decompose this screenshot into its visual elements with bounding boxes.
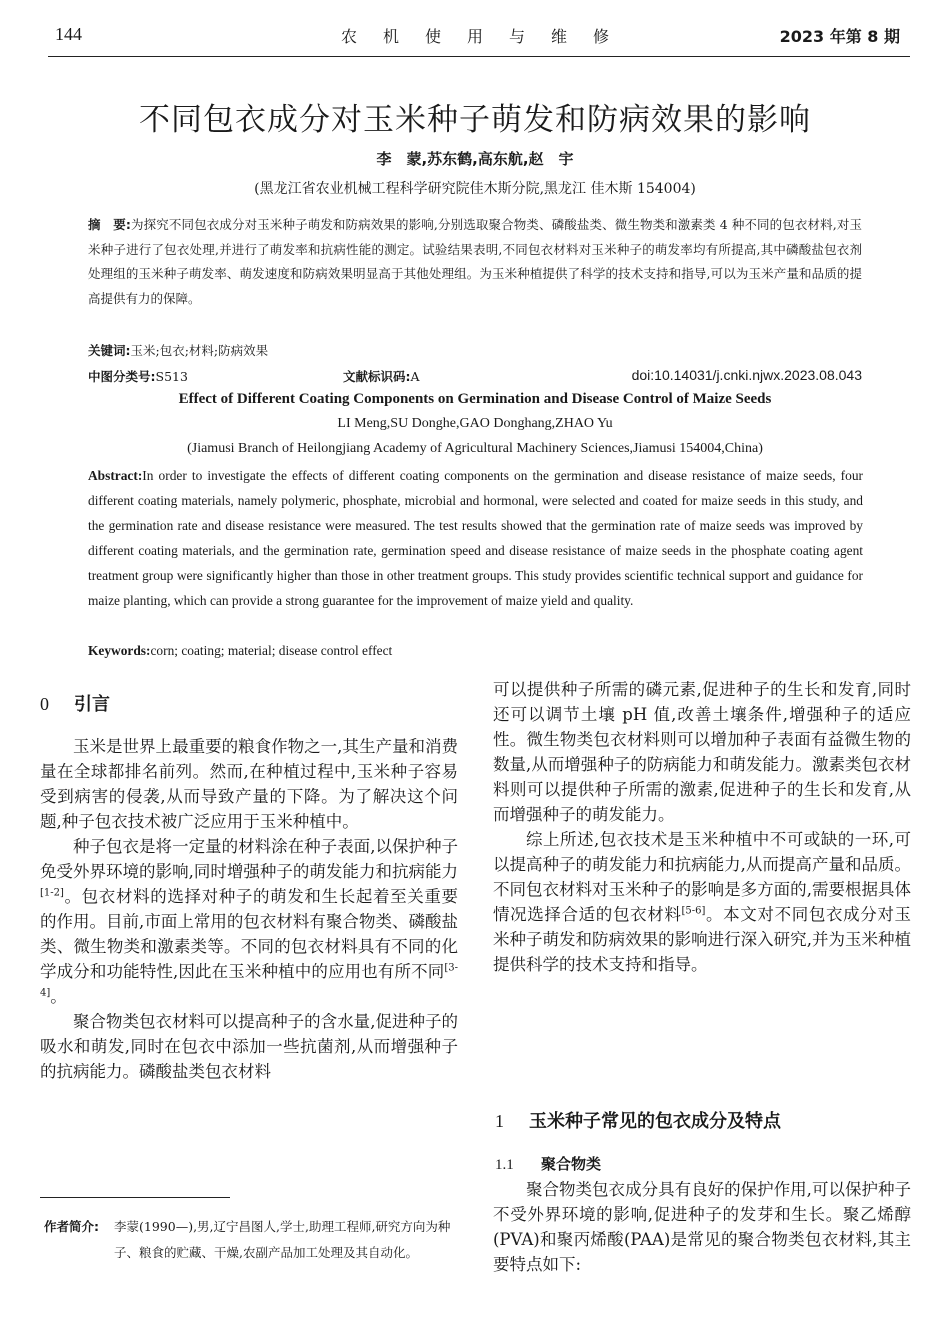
- footnote-rule: [40, 1197, 230, 1198]
- section-1-title: 玉米种子常见的包衣成分及特点: [529, 1111, 781, 1132]
- paragraph: [493, 827, 911, 977]
- abstract-cn-label: 摘 要:: [88, 217, 131, 232]
- footnote-text: 李蒙(1990—),男,辽宁昌图人,学士,助理工程师,研究方向为种子、粮食的贮藏、干燥,农副产品加工处理及其自动化。: [114, 1219, 451, 1260]
- right-column: [493, 677, 911, 977]
- document-code: [343, 367, 420, 385]
- clc-number: [88, 367, 188, 385]
- issue-label: 2023 年第 8 期: [779, 27, 900, 46]
- section-1-1-number: 1.1: [495, 1157, 514, 1173]
- author-footnote: [44, 1214, 462, 1266]
- abstract-cn-text: 为探究不同包衣成分对玉米种子萌发和防病效果的影响,分别选取聚合物类、磷酸盐类、微生物类和激素类 4 种不同的包衣材料,对玉米种子进行了包衣处理,并进行了萌发率和抗病性能的测定。试验结果表明,不同包衣材料对玉米种子的萌发率均有所提高,其中磷酸盐包衣剂处理组的玉米种子萌发率、萌发速度和防病效果明显高于其他处理组。为玉米种植提供了科学的技术支持和指导,可以为玉米产量和品质的提高提供有力的保障。: [88, 217, 863, 306]
- section-0-number: 0: [40, 694, 49, 714]
- section-1-heading: [495, 1107, 781, 1133]
- doi: doi:10.14031/j.cnki.njwx.2023.08.043: [631, 367, 862, 383]
- english-keywords: [88, 638, 863, 663]
- citation: [3-4]: [40, 962, 458, 999]
- keywords-cn: [88, 339, 862, 364]
- english-abstract: [88, 463, 863, 613]
- english-abstract-label: Abstract:: [88, 468, 143, 483]
- citation: [1-2]: [40, 887, 64, 899]
- left-column: [40, 734, 458, 1084]
- journal-name: 农机使用与维修: [340, 27, 635, 46]
- authors: 李 蒙,苏东鹤,高东航,赵 宇: [376, 150, 574, 168]
- keywords-cn-label: 关键词:: [88, 343, 131, 358]
- page-number: 144: [55, 24, 82, 44]
- section-1-1-title: 聚合物类: [541, 1155, 602, 1173]
- clc-label: 中图分类号:: [88, 369, 156, 384]
- english-keywords-label: Keywords:: [88, 643, 151, 658]
- affiliation: (黑龙江省农业机械工程科学研究院佳木斯分院,黑龙江 佳木斯 154004): [254, 181, 696, 197]
- paragraph-text: 种子包衣是将一定量的材料涂在种子表面,以保护种子免受外界环境的影响,同时增强种子的萌发能力和抗病能力: [40, 837, 458, 881]
- paragraph-text: 综上所述,包衣技术是玉米种植中不可或缺的一环,可以提高种子的萌发能力和抗病能力,从而提高产量和品质。不同包衣材料对玉米种子的影响是多方面的,需要根据具体情况选择合适的包衣材料: [493, 830, 911, 924]
- keywords-cn-text: 玉米;包衣;材料;防病效果: [130, 343, 269, 358]
- citation: [5-6]: [681, 905, 706, 917]
- right-column-lower: [493, 1177, 911, 1277]
- section-1-number: 1: [495, 1111, 504, 1131]
- paragraph-text: 。包衣材料的选择对种子的萌发和生长起着至关重要的作用。目前,市面上常用的包衣材料有聚合物类、磷酸盐类、微生物类和激素类等。不同的包衣材料具有不同的化学成分和功能特性,因此在玉米种植中的应用也有所不同: [40, 887, 458, 981]
- english-authors: LI Meng,SU Donghe,GAO Donghang,ZHAO Yu: [337, 416, 613, 431]
- abstract-cn: [88, 213, 862, 311]
- paragraph: 聚合物类包衣材料可以提高种子的含水量,促进种子的吸水和萌发,同时在包衣中添加一些抗菌剂,从而增强种子的抗病能力。磷酸盐类包衣材料: [40, 1012, 458, 1081]
- dlc-value: A: [410, 369, 420, 384]
- section-1-1-heading: [495, 1153, 601, 1174]
- english-keywords-text: corn; coating; material; disease control effect: [150, 643, 393, 658]
- english-abstract-text: In order to investigate the effects of different coating components on the germination and disease resistance of maize seeds, four different coating materials, namely polymeric, phosphate, microbial and hormonal, were selected and coated for maize seeds in this study, and the germination rate and disease resistance were measured. The test results showed that the germination rate of maize seeds was improved by different coating materials, and the germination rate, germination speed and disease resistance of maize seeds in the phosphate coating agent treatment group were significantly higher than those in other treatment groups. This study provides scientific technical support and guidance for maize planting, which can provide a strong guarantee for the improvement of maize yield and quality.: [88, 468, 863, 608]
- english-title: Effect of Different Coating Components on Germination and Disease Control of Maize Seeds: [178, 391, 772, 407]
- paragraph: 聚合物类包衣成分具有良好的保护作用,可以保护种子不受外界环境的影响,促进种子的发芽和生长。聚乙烯醇(PVA)和聚丙烯酸(PAA)是常见的聚合物类包衣材料,其主要特点如下:: [493, 1180, 911, 1274]
- footnote-label: 作者简介:: [44, 1219, 99, 1234]
- paragraph: [40, 834, 458, 1009]
- article-title: 不同包衣成分对玉米种子萌发和防病效果的影响: [139, 102, 811, 138]
- paragraph-text: 。本文对不同包衣成分对玉米种子萌发和防病效果的影响进行深入研究,并为玉米种植提供科学的技术支持和指导。: [493, 905, 912, 974]
- section-0-heading: [40, 690, 110, 716]
- section-0-title: 引言: [74, 694, 110, 715]
- paragraph: 可以提供种子所需的磷元素,促进种子的生长和发育,同时还可以调节土壤 pH 值,改善土壤条件,增强种子的适应性。微生物类包衣材料则可以增加种子表面有益微生物的数量,从而增强种子的防病能力和萌发能力。激素类包衣材料则可以提供种子所需的激素,促进种子的生长和发育,从而增强种子的萌发能力。: [493, 680, 911, 824]
- paragraph-text: 。: [50, 987, 67, 1006]
- dlc-label: 文献标识码:: [343, 369, 411, 384]
- english-affiliation: (Jiamusi Branch of Heilongjiang Academy of Agricultural Machinery Sciences,Jiamusi 154004,China): [187, 441, 763, 456]
- paragraph: 玉米是世界上最重要的粮食作物之一,其生产量和消费量在全球都排名前列。然而,在种植过程中,玉米种子容易受到病害的侵袭,从而导致产量的下降。为了解决这个问题,种子包衣技术被广泛应用于玉米种植中。: [40, 737, 458, 831]
- header-rule: [48, 56, 910, 57]
- clc-value: S513: [155, 369, 188, 384]
